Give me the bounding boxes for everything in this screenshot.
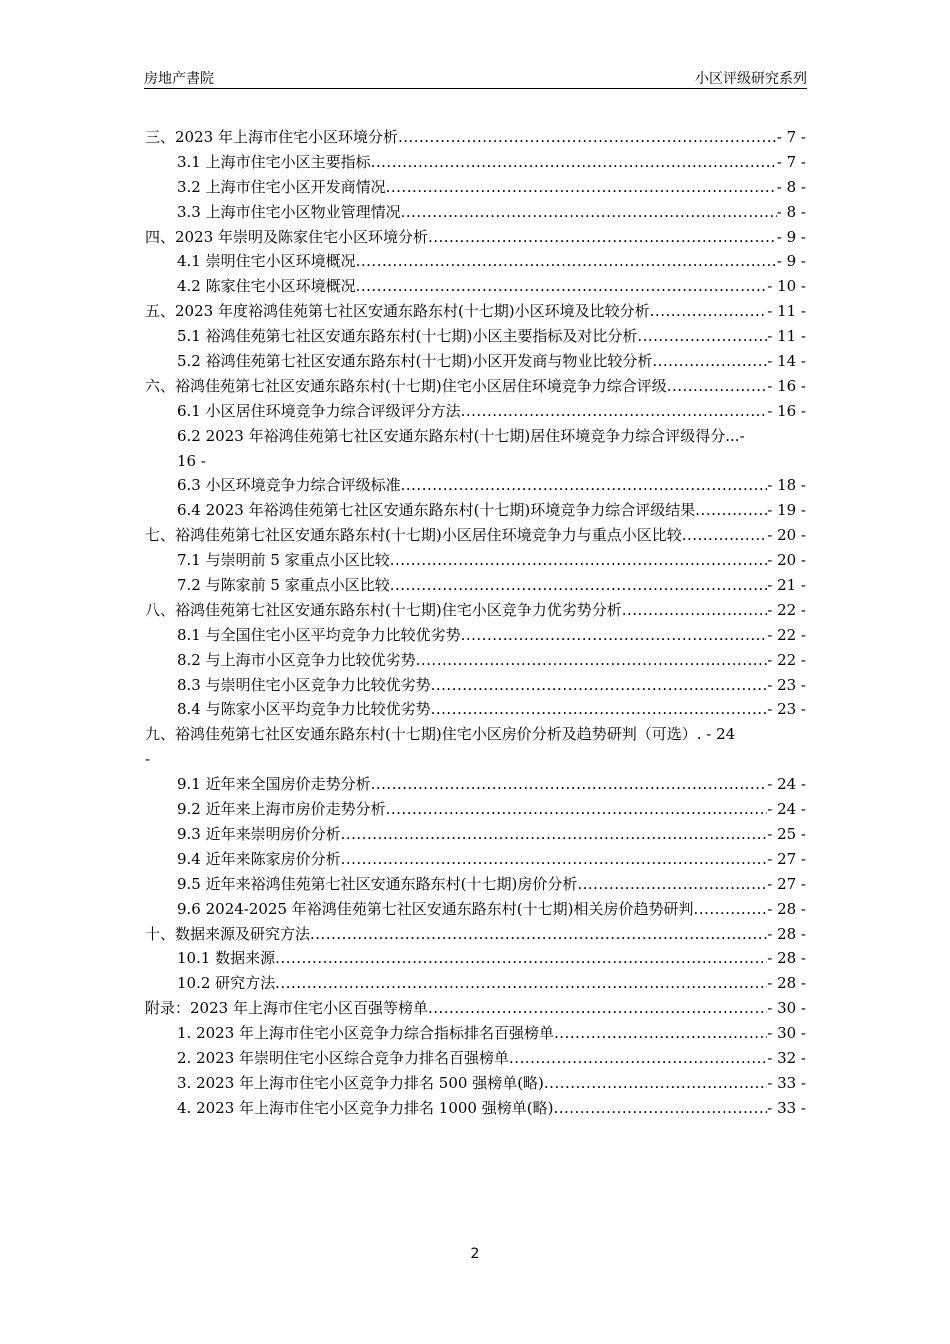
dot-leader [390,548,768,573]
dot-leader [637,324,767,349]
toc-entry[interactable] [145,697,806,722]
toc-entry-title: 2. 2023 年崇明住宅小区综合竞争力排名百强榜单 [177,1048,510,1067]
dot-leader [401,473,768,498]
toc-entry[interactable] [145,200,806,225]
toc-entry-page: - 9 - [776,252,806,271]
toc-entry-title: 7.1 与崇明前 5 家重点小区比较 [177,551,390,570]
toc-entry-page: - 20 - [767,551,806,570]
toc-entry-title: 4.2 陈家住宅小区环境概况 [177,277,356,296]
dot-leader [667,374,768,399]
toc-entry-title: 七、裕鸿佳苑第七社区安通东路东村(十七期)小区居住环境竞争力与重点小区比较 [145,526,682,545]
dot-leader [431,673,768,698]
toc-entry-page: - 21 - [767,576,806,595]
dot-leader [371,150,777,175]
toc-entry[interactable] [145,946,806,971]
toc-entry-title: 9.5 近年来裕鸿佳苑第七社区安通东路东村(十七期)房价分析 [177,874,578,893]
toc-entry[interactable] [145,374,806,399]
dot-leader [398,125,777,150]
toc-entry[interactable] [145,150,806,175]
toc-entry-title: 4.1 崇明住宅小区环境概况 [177,252,356,271]
toc-entry-page: - 22 - [767,625,806,644]
dot-leader [428,996,767,1021]
toc-entry[interactable] [145,971,806,996]
toc-entry-page: - 7 - [776,128,806,146]
toc-entry-page: - 33 - [767,1073,806,1092]
toc-entry-continuation [145,449,806,474]
toc-entry[interactable] [145,299,806,324]
toc-entry-title: 9.2 近年来上海市房价走势分析 [177,800,386,819]
toc-entry[interactable] [145,1071,806,1096]
toc-entry-title: 8.4 与陈家小区平均竞争力比较优劣势 [177,700,431,719]
dot-leader [554,1021,767,1046]
toc-entry-page: - 11 - [767,302,806,321]
toc-entry-page: - 32 - [767,1048,806,1067]
dot-leader [356,249,777,274]
toc-entry-title: 8.1 与全国住宅小区平均竞争力比较优劣势 [177,625,461,644]
dot-leader [461,399,768,424]
toc-entry[interactable] [145,175,806,200]
toc-entry-title: 8.3 与崇明住宅小区竞争力比较优劣势 [177,675,431,694]
toc-entry-page: - 27 - [767,849,806,868]
toc-entry-page: - 23 - [767,675,806,694]
toc-entry-title: 6.4 2023 年裕鸿佳苑第七社区安通东路东村(十七期)环境竞争力综合评级结果 [177,501,696,520]
toc-entry-title: 3.3 上海市住宅小区物业管理情况 [177,202,401,221]
toc-entry[interactable] [145,673,806,698]
toc-entry[interactable] [145,573,806,598]
toc-entry[interactable] [145,249,806,274]
toc-entry-page: - 18 - [767,476,806,495]
toc-entry-title: 9.6 2024-2025 年裕鸿佳苑第七社区安通东路东村(十七期)相关房价趋势研判 [177,899,694,918]
dot-leader [341,847,768,872]
toc-entry[interactable] [145,498,806,523]
toc-entry[interactable] [145,125,806,150]
dot-leader [386,797,768,822]
toc-entry-page: - 7 - [776,152,806,171]
toc-entry-page: - 10 - [767,277,806,296]
dot-leader [461,623,768,648]
toc-entry-title: 五、2023 年度裕鸿佳苑第七社区安通东路东村(十七期)小区环境及比较分析 [145,302,650,321]
toc-entry-title: 3.2 上海市住宅小区开发商情况 [177,177,386,196]
toc-entry-page: - 16 - [767,376,806,395]
dot-leader [652,349,767,374]
toc-entry-page: - 11 - [767,327,806,346]
toc-entry[interactable] [145,324,806,349]
toc-entry-title: 10.1 数据来源 [177,949,276,968]
toc-entry-page: 16 - [177,451,206,470]
toc-entry-title: 四、2023 年崇明及陈家住宅小区环境分析 [145,227,428,246]
toc-entry-page: - 8 - [776,202,806,221]
toc-entry-title: 9.1 近年来全国房价走势分析 [177,775,371,794]
toc-entry-page: - 24 - [767,775,806,794]
toc-entry-page: - 9 - [776,227,806,246]
dot-leader [401,200,777,225]
toc-entry-page: - 25 - [767,824,806,843]
toc-entry[interactable] [145,648,806,673]
toc-entry-title: 10.2 研究方法 [177,974,276,993]
toc-entry[interactable] [145,349,806,374]
dot-leader [694,897,768,922]
toc-entry-title: 3. 2023 年上海市住宅小区竞争力排名 500 强榜单(略) [177,1073,544,1092]
toc-entry-title: 6.3 小区环境竞争力综合评级标准 [177,476,401,495]
toc-entry-title: 8.2 与上海市小区竞争力比较优劣势 [177,650,416,669]
toc-entry-title: 九、裕鸿佳苑第七社区安通东路东村(十七期)住宅小区房价分析及趋势研判（可选）. - 24 [145,725,736,744]
dot-leader [509,1046,767,1071]
toc-entry-title: 4. 2023 年上海市住宅小区竞争力排名 1000 强榜单(略) [177,1098,554,1117]
toc-entry[interactable] [145,473,806,498]
toc-entry[interactable] [145,1046,806,1071]
toc-entry[interactable] [145,772,806,797]
toc-entry[interactable] [145,274,806,299]
toc-entry-page: - 28 - [767,974,806,993]
toc-entry[interactable] [145,225,806,250]
toc-entry-title: 9.4 近年来陈家房价分析 [177,849,341,868]
toc-entry-title: 十、数据来源及研究方法 [145,924,311,943]
toc-entry-title: 5.2 裕鸿佳苑第七社区安通东路东村(十七期)小区开发商与物业比较分析 [177,352,653,371]
toc-entry-title: 3.1 上海市住宅小区主要指标 [177,152,371,171]
toc-entry[interactable] [145,996,806,1021]
toc-entry[interactable] [145,623,806,648]
toc-entry[interactable] [145,722,806,747]
toc-entry-page: - 20 - [767,526,806,545]
dot-leader [390,573,768,598]
toc-entry-page: - 16 - [767,401,806,420]
toc-entry[interactable] [145,399,806,424]
toc-entry-title: 9.3 近年来崇明房价分析 [177,824,341,843]
toc-entry[interactable] [145,523,806,548]
toc-entry-title: 7.2 与陈家前 5 家重点小区比较 [177,576,390,595]
toc-entry[interactable] [145,548,806,573]
toc-entry-page: - 28 - [767,924,806,943]
toc-entry-page: - 23 - [767,700,806,719]
dot-leader [682,523,768,548]
toc-entry-page: - 28 - [767,899,806,918]
dot-leader [428,225,777,250]
toc-entry[interactable] [145,822,806,847]
toc-entry[interactable] [145,872,806,897]
toc-entry[interactable] [145,1021,806,1046]
toc-entry-title: 三、2023 年上海市住宅小区环境分析 [145,128,398,146]
dot-leader [416,648,768,673]
header-publisher: 房地产書院 [144,71,214,87]
toc-entry-page: - [145,750,151,769]
toc-entry-title: 附录：2023 年上海市住宅小区百强等榜单 [145,999,428,1018]
toc-entry[interactable] [145,598,806,623]
toc-entry-page: - 30 - [767,1024,806,1043]
header-series: 小区评级研究系列 [695,71,807,87]
table-of-contents [145,125,806,1121]
page-number: 2 [470,1246,480,1262]
dot-leader [386,175,777,200]
dot-leader [371,772,768,797]
dot-leader [553,1096,767,1121]
toc-entry-page: - 30 - [767,999,806,1018]
dot-leader [275,971,767,996]
toc-entry-page: - 33 - [767,1098,806,1117]
toc-entry-title: 1. 2023 年上海市住宅小区竞争力综合指标排名百强榜单 [177,1024,555,1043]
toc-entry-title: 5.1 裕鸿佳苑第七社区安通东路东村(十七期)小区主要指标及对比分析 [177,327,638,346]
toc-entry-title: 6.1 小区居住环境竞争力综合评级评分方法 [177,401,461,420]
page-header [144,66,807,89]
dot-leader [544,1071,767,1096]
toc-entry-continuation [145,747,806,772]
toc-entry-title: 六、裕鸿佳苑第七社区安通东路东村(十七期)住宅小区居住环境竞争力综合评级 [145,376,667,395]
toc-entry[interactable] [145,922,806,947]
toc-entry[interactable] [145,897,806,922]
toc-entry-page: - 27 - [767,874,806,893]
toc-entry-page: - 28 - [767,949,806,968]
dot-leader [622,598,768,623]
toc-entry-page: - 19 - [767,501,806,520]
toc-entry-page: - 22 - [767,600,806,619]
dot-leader [356,274,768,299]
dot-leader [310,922,767,947]
toc-entry[interactable] [145,847,806,872]
toc-entry[interactable] [145,424,806,449]
toc-entry[interactable] [145,797,806,822]
dot-leader [695,498,767,523]
toc-entry-title: 6.2 2023 年裕鸿佳苑第七社区安通东路东村(十七期)居住环境竞争力综合评级得分...- [177,426,745,445]
toc-entry-page: - 22 - [767,650,806,669]
dot-leader [577,872,767,897]
toc-entry-page: - 14 - [767,352,806,371]
dot-leader [650,299,768,324]
dot-leader [275,946,767,971]
dot-leader [431,697,768,722]
toc-entry-page: - 24 - [767,800,806,819]
toc-entry-title: 八、裕鸿佳苑第七社区安通东路东村(十七期)住宅小区竞争力优劣势分析 [145,600,622,619]
dot-leader [341,822,768,847]
toc-entry[interactable] [145,1096,806,1121]
toc-entry-page: - 8 - [776,177,806,196]
